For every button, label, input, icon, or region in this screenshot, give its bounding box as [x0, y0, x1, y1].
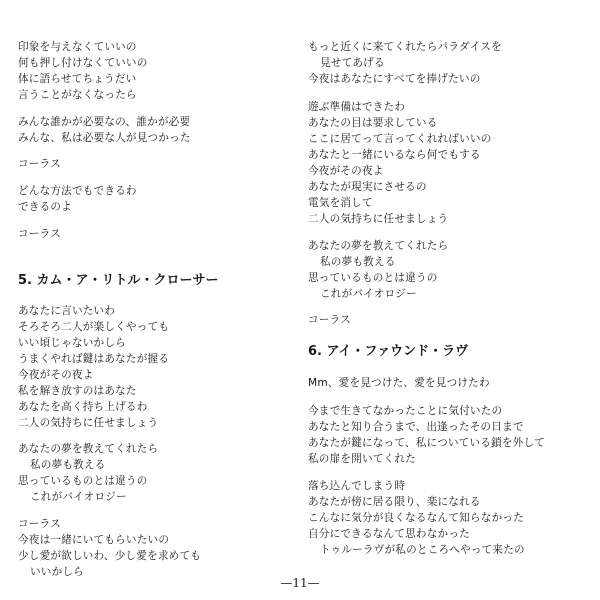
lyric-line: 何も押し付けなくていいの: [18, 57, 148, 69]
lyric-line: できるのよ: [18, 201, 72, 213]
lyric-line: そろそろ二人が楽しくやっても: [18, 321, 170, 333]
lyric-line: 言うことがなくなったら: [18, 89, 137, 101]
chorus-label: コーラス: [308, 314, 351, 326]
lyric-line: みんな誰かが必要なの、誰かが必要: [18, 116, 191, 128]
song-title: 6. アイ・ファウンド・ラヴ: [308, 344, 469, 359]
lyric-line: 思っているものとは違うの: [308, 272, 438, 284]
lyric-line: 今夜がその夜よ: [308, 165, 384, 177]
page-number: —11—: [280, 576, 320, 590]
lyric-line: 今夜は一緒にいてもらいたいの: [18, 534, 170, 546]
lyric-line: 少し愛が欲しいわ、少し愛を求めても: [18, 550, 202, 562]
lyric-line: 私の扉を開いてくれた: [308, 453, 416, 465]
lyric-line: Mm、愛を見つけた、愛を見つけたわ: [308, 377, 490, 389]
lyric-line: トゥルーラヴが私のところへやって来たの: [320, 544, 525, 556]
lyric-line: もっと近くに来てくれたらパラダイスを: [308, 41, 502, 53]
lyric-line: 私を解き放すのはあなた: [18, 385, 137, 397]
lyric-line: あなたに言いたいわ: [18, 305, 116, 317]
lyric-line: 私の夢も教える: [30, 459, 106, 471]
lyric-line: 今夜はあなたにすべてを捧げたいの: [308, 73, 481, 85]
lyric-line: いいかしら: [30, 566, 84, 578]
chorus-label: コーラス: [18, 228, 61, 240]
lyric-line: 遊ぶ準備はできたわ: [308, 101, 406, 113]
lyric-line: 私の夢も教える: [320, 256, 396, 268]
lyric-line: これがバイオロジー: [30, 491, 127, 503]
lyric-line: あなたと知り合うまで、出逢ったその日まで: [308, 421, 524, 433]
lyric-line: 二人の気持ちに任せましょう: [308, 213, 449, 225]
lyric-line: うまくやれば鍵はあなたが握る: [18, 353, 170, 365]
lyric-line: 印象を与えなくていいの: [18, 41, 137, 53]
lyric-line: 今夜がその夜よ: [18, 369, 94, 381]
lyric-line: こんなに気分が良くなるなんて知らなかった: [308, 512, 524, 524]
lyric-line: あなたを高く持ち上げるわ: [18, 401, 148, 413]
lyric-line: いい頃じゃないかしら: [18, 337, 126, 349]
lyric-line: あなたの夢を教えてくれたら: [308, 240, 449, 252]
lyric-line: 思っているものとは違うの: [18, 475, 148, 487]
lyric-line: 今まで生きてなかったことに気付いたの: [308, 405, 503, 417]
lyric-line: あなたが現実にさせるの: [308, 181, 427, 193]
lyric-line: あなたの夢を教えてくれたら: [18, 443, 159, 455]
lyric-line: あなたと一緒にいるなら何でもする: [308, 149, 481, 161]
song-title: 5. カム・ア・リトル・クローサー: [18, 273, 219, 288]
lyric-line: ここに居てって言ってくれればいいの: [308, 133, 492, 145]
lyric-line: あなたの目は要求している: [308, 117, 438, 129]
lyric-line: どんな方法でもできるわ: [18, 185, 137, 197]
lyric-line: 見せてあげる: [320, 57, 385, 69]
chorus-label: コーラス: [18, 518, 61, 530]
chorus-label: コーラス: [18, 158, 61, 170]
lyric-line: これがバイオロジー: [320, 288, 417, 300]
lyric-line: 落ち込んでしまう時: [308, 480, 406, 492]
lyric-line: みんな、私は必要な人が見つかった: [18, 132, 191, 144]
lyric-line: 電気を消して: [308, 197, 373, 209]
lyric-line: 体に語らせてちょうだい: [18, 73, 137, 85]
lyric-line: あなたが鍵になって、私についている鎖を外して: [308, 437, 546, 449]
lyric-line: あなたが傍に居る限り、楽になれる: [308, 496, 481, 508]
lyric-line: 二人の気持ちに任せましょう: [18, 417, 159, 429]
lyric-line: 自分にできるなんて思わなかった: [308, 528, 470, 540]
